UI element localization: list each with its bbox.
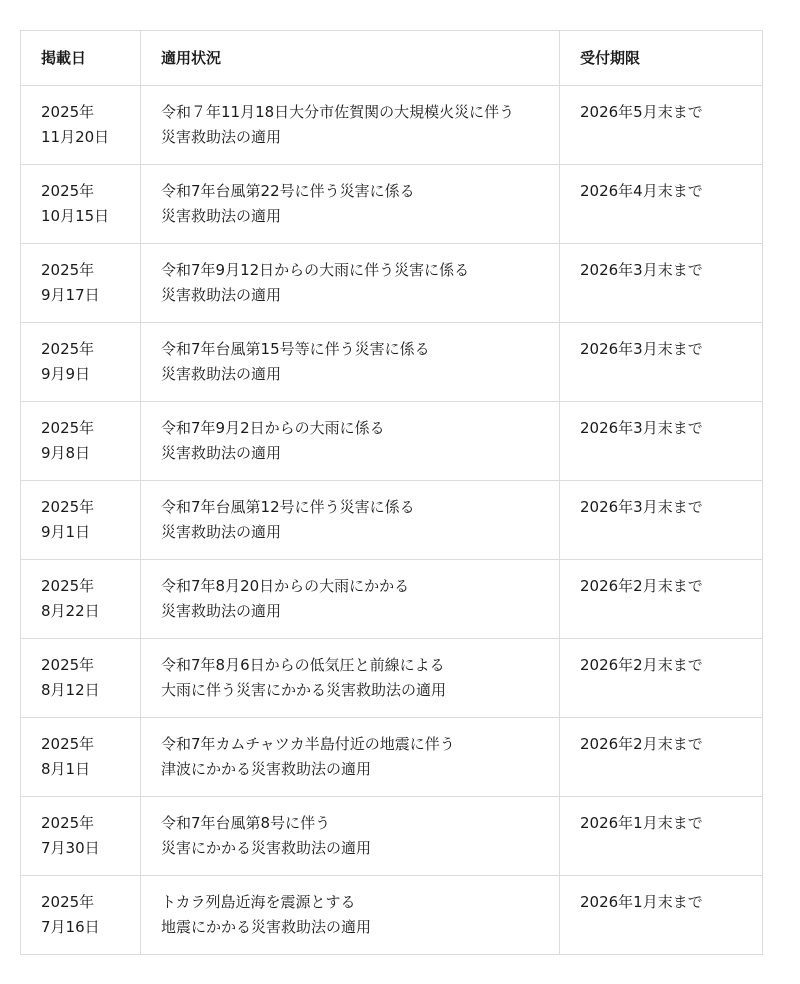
status-line-1: 令和7年カムチャツカ半島付近の地震に伴う	[161, 735, 455, 753]
status-line-1: 令和7年台風第15号等に伴う災害に係る	[161, 340, 430, 358]
date-year: 2025年	[41, 577, 95, 595]
table-row	[21, 244, 763, 323]
status-line-1: 令和7年台風第12号に伴う災害に係る	[161, 498, 415, 516]
posted-date-cell	[21, 402, 141, 481]
date-day: 8月1日	[41, 760, 91, 778]
status-line-2: 災害にかかる災害救助法の適用	[161, 839, 372, 857]
deadline-cell: 2026年1月末まで	[560, 797, 763, 876]
deadline-cell: 2026年3月末まで	[560, 402, 763, 481]
header-posted-date: 掲載日	[21, 31, 141, 86]
posted-date-cell	[21, 244, 141, 323]
status-line-1: 令和7年8月20日からの大雨にかかる	[161, 577, 410, 595]
date-day: 9月8日	[41, 444, 91, 462]
header-application-status: 適用状況	[141, 31, 560, 86]
status-cell	[141, 86, 560, 165]
table-row	[21, 639, 763, 718]
table-header-row	[21, 31, 763, 86]
date-day: 9月9日	[41, 365, 91, 383]
table-row	[21, 86, 763, 165]
status-line-2: 災害救助法の適用	[161, 207, 282, 225]
posted-date-cell	[21, 323, 141, 402]
status-line-1: 令和7年台風第8号に伴う	[161, 814, 331, 832]
status-cell	[141, 481, 560, 560]
status-line-2: 災害救助法の適用	[161, 128, 282, 146]
status-cell	[141, 797, 560, 876]
date-day: 7月30日	[41, 839, 100, 857]
table-row	[21, 560, 763, 639]
posted-date-cell	[21, 797, 141, 876]
table-row	[21, 165, 763, 244]
deadline-cell: 2026年1月末まで	[560, 876, 763, 955]
deadline-cell: 2026年2月末まで	[560, 560, 763, 639]
date-year: 2025年	[41, 656, 95, 674]
date-year: 2025年	[41, 103, 95, 121]
status-cell	[141, 165, 560, 244]
date-day: 11月20日	[41, 128, 110, 146]
status-line-1: 令和7年9月2日からの大雨に係る	[161, 419, 385, 437]
posted-date-cell	[21, 481, 141, 560]
posted-date-cell	[21, 718, 141, 797]
deadline-cell: 2026年2月末まで	[560, 639, 763, 718]
status-cell	[141, 876, 560, 955]
table-row	[21, 481, 763, 560]
deadline-cell: 2026年3月末まで	[560, 481, 763, 560]
date-year: 2025年	[41, 814, 95, 832]
deadline-cell: 2026年3月末まで	[560, 323, 763, 402]
table-row	[21, 876, 763, 955]
status-line-2: 大雨に伴う災害にかかる災害救助法の適用	[161, 681, 447, 699]
status-cell	[141, 244, 560, 323]
status-cell	[141, 560, 560, 639]
deadline-cell: 2026年2月末まで	[560, 718, 763, 797]
date-day: 9月17日	[41, 286, 100, 304]
status-cell	[141, 402, 560, 481]
header-deadline: 受付期限	[560, 31, 763, 86]
posted-date-cell	[21, 639, 141, 718]
date-day: 10月15日	[41, 207, 110, 225]
status-line-2: 災害救助法の適用	[161, 602, 282, 620]
deadline-cell: 2026年3月末まで	[560, 244, 763, 323]
posted-date-cell	[21, 165, 141, 244]
status-line-1: 令和7年台風第22号に伴う災害に係る	[161, 182, 415, 200]
status-line-2: 災害救助法の適用	[161, 286, 282, 304]
date-day: 8月22日	[41, 602, 100, 620]
status-line-2: 災害救助法の適用	[161, 444, 282, 462]
date-year: 2025年	[41, 261, 95, 279]
date-day: 9月1日	[41, 523, 91, 541]
status-line-2: 災害救助法の適用	[161, 365, 282, 383]
table-row	[21, 797, 763, 876]
status-cell	[141, 639, 560, 718]
deadline-cell: 2026年4月末まで	[560, 165, 763, 244]
date-day: 7月16日	[41, 918, 100, 936]
status-line-2: 災害救助法の適用	[161, 523, 282, 541]
status-line-1: トカラ列島近海を震源とする	[161, 893, 356, 911]
date-year: 2025年	[41, 498, 95, 516]
disaster-relief-table	[20, 30, 763, 955]
disaster-relief-table-container	[20, 30, 762, 955]
table-row	[21, 402, 763, 481]
status-line-2: 津波にかかる災害救助法の適用	[161, 760, 372, 778]
status-cell	[141, 323, 560, 402]
date-year: 2025年	[41, 893, 95, 911]
table-row	[21, 718, 763, 797]
date-year: 2025年	[41, 182, 95, 200]
table-row	[21, 323, 763, 402]
posted-date-cell	[21, 876, 141, 955]
date-year: 2025年	[41, 340, 95, 358]
date-year: 2025年	[41, 419, 95, 437]
deadline-cell: 2026年5月末まで	[560, 86, 763, 165]
status-line-2: 地震にかかる災害救助法の適用	[161, 918, 372, 936]
status-line-1: 令和7年8月6日からの低気圧と前線による	[161, 656, 445, 674]
date-day: 8月12日	[41, 681, 100, 699]
status-cell	[141, 718, 560, 797]
posted-date-cell	[21, 86, 141, 165]
status-line-1: 令和７年11月18日大分市佐賀関の大規模火災に伴う	[161, 103, 515, 121]
posted-date-cell	[21, 560, 141, 639]
status-line-1: 令和7年9月12日からの大雨に伴う災害に係る	[161, 261, 470, 279]
date-year: 2025年	[41, 735, 95, 753]
